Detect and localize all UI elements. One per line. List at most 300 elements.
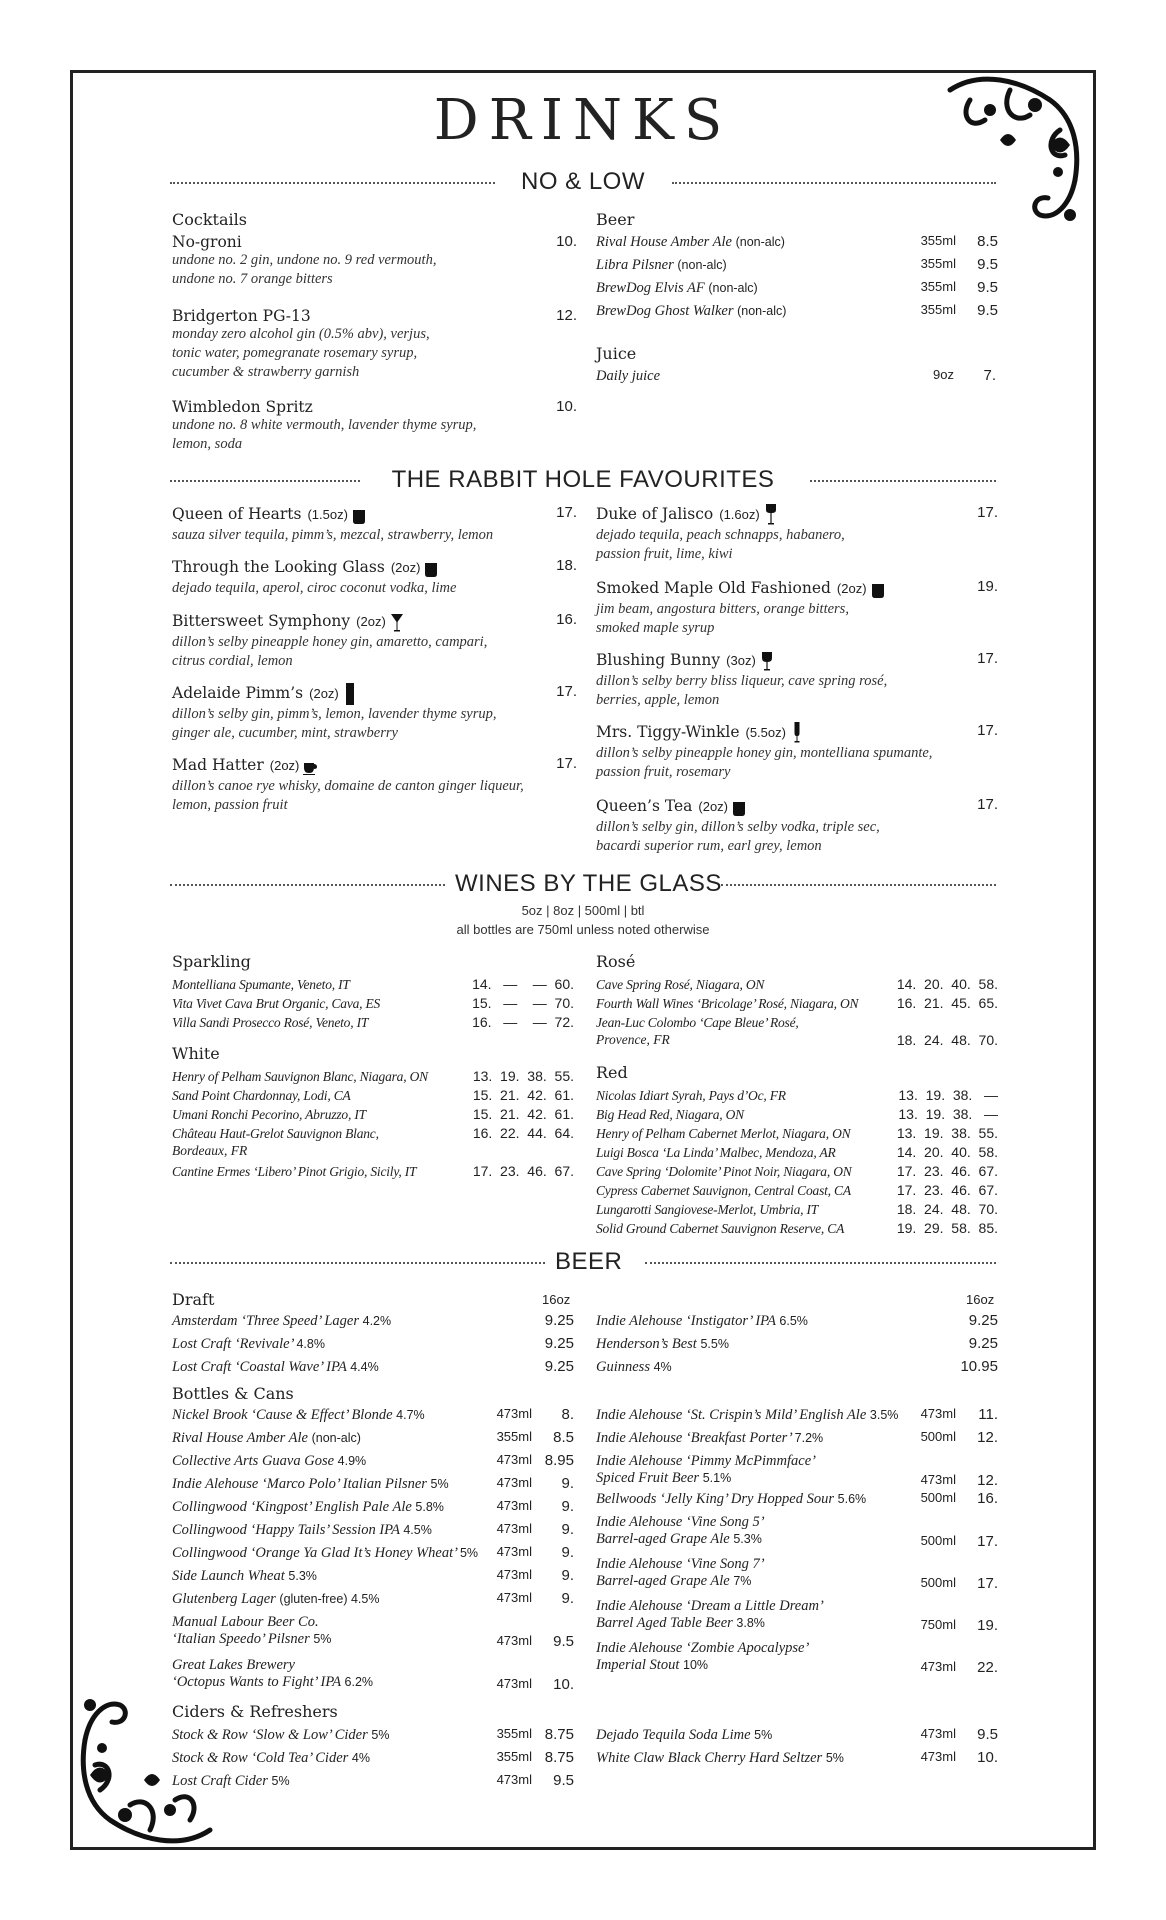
cocktail-item: [172, 755, 577, 815]
item-name: Cave Spring Rosé, Niagara, ON: [596, 977, 765, 992]
item-price: 8.: [561, 1406, 574, 1423]
item-name: White Claw Black Cherry Hard Seltzer 5%: [596, 1750, 844, 1766]
cocktail-item: [172, 307, 577, 382]
item-volume: 473ml: [920, 1406, 956, 1421]
item-price: 10.: [977, 1749, 998, 1766]
item-pour: (3oz): [726, 653, 756, 668]
item-tag: (non-alc): [735, 235, 785, 249]
item-name: Bridgerton PG-13: [172, 307, 311, 325]
item-pour: (2oz): [836, 581, 867, 596]
beer-row: [172, 1429, 574, 1449]
item-price: 17.: [556, 755, 577, 772]
item-price: 17.: [977, 504, 998, 521]
item-volume: 473ml: [496, 1475, 532, 1490]
item-name-line2: Bordeaux, FR: [172, 1143, 248, 1158]
item-name: Montelliana Spumante, Veneto, IT: [172, 977, 350, 992]
item-name: Henderson’s Best 5.5%: [596, 1336, 729, 1352]
item-abv: 4%: [653, 1360, 672, 1374]
item-name: Fourth Wall Wines ‘Bricolage’ Rosé, Niagara, ON: [596, 996, 859, 1011]
rocks-glass-icon: [352, 504, 366, 526]
item-price: 9.25: [968, 1335, 998, 1352]
item-prices: 15. 21. 42. 61.: [472, 1106, 574, 1122]
item-abv: 5.3%: [288, 1569, 317, 1583]
item-volume: 473ml: [496, 1676, 532, 1691]
beer-row: [172, 1772, 574, 1792]
item-description: citrus cordial, lemon: [172, 653, 293, 669]
item-price: 7.: [983, 367, 996, 384]
cocktail-item: [596, 504, 998, 564]
item-prices: 17. 23. 46. 67.: [896, 1163, 998, 1179]
item-name: Cave Spring ‘Dolomite’ Pinot Noir, Niagara, ON: [596, 1164, 852, 1179]
item-name: Amsterdam ‘Three Speed’ Lager 4.2%: [172, 1313, 392, 1329]
item-name: Cantine Ermes ‘Libero’ Pinot Grigio, Sicily, IT: [172, 1164, 417, 1179]
item-abv: 10%: [683, 1658, 709, 1672]
item-price: 17.: [977, 1533, 998, 1550]
item-price: 11.: [978, 1406, 998, 1423]
item-prices: 15. — — 70.: [472, 995, 574, 1011]
category-label: Ciders & Refreshers: [172, 1702, 338, 1721]
item-price: 9.: [561, 1498, 574, 1515]
wine-row: [172, 976, 574, 996]
wine-row: [596, 1163, 998, 1183]
wine-row: [596, 976, 998, 996]
item-price: 17.: [977, 722, 998, 739]
item-name: Mad Hatter (2oz): [172, 755, 577, 777]
item-name: Guinness 4%: [596, 1359, 672, 1375]
section-no-low-header: [170, 168, 996, 196]
item-volume: 473ml: [496, 1633, 532, 1648]
item-name: Queen of Hearts (1.5oz): [172, 504, 577, 526]
item-price: 10.: [556, 233, 577, 250]
item-description: passion fruit, rosemary: [596, 764, 731, 780]
item-abv: 5.1%: [702, 1471, 732, 1485]
item-price: 10.: [556, 398, 577, 415]
beer-row: [596, 1597, 998, 1637]
item-abv: 6.5%: [779, 1314, 808, 1328]
section-title: THE RABBIT HOLE FAVOURITES: [391, 466, 775, 493]
item-volume: 355ml: [496, 1726, 532, 1741]
category-label: Cocktails: [172, 210, 247, 229]
item-abv: 5%: [430, 1477, 449, 1491]
item-price: 17.: [556, 504, 577, 521]
item-price: 16.: [977, 1490, 998, 1507]
rocks-glass-icon: [732, 796, 746, 818]
item-description: dillon’s selby pineapple honey gin, amaretto, campari,: [172, 634, 488, 650]
item-name: Nicolas Idiart Syrah, Pays d’Oc, FR: [596, 1088, 786, 1103]
item-name: Mrs. Tiggy-Winkle (5.5oz): [596, 722, 998, 744]
item-volume: 473ml: [496, 1406, 532, 1421]
item-description: ginger ale, cucumber, mint, strawberry: [172, 725, 398, 741]
item-price: 16.: [556, 611, 577, 628]
item-name: Solid Ground Cabernet Sauvignon Reserve, CA: [596, 1221, 845, 1236]
item-name: Indie Alehouse ‘Pimmy McPimmface’: [596, 1453, 816, 1469]
item-price: 9.25: [544, 1312, 574, 1329]
item-name-line2: Provence, FR: [596, 1032, 670, 1047]
section-title: WINES BY THE GLASS: [455, 870, 722, 897]
item-volume: 355ml: [920, 302, 956, 317]
item-volume: 473ml: [920, 1659, 956, 1674]
item-tag: (non-alc): [737, 304, 787, 318]
wine-row: [172, 1014, 574, 1034]
item-description: smoked maple syrup: [596, 620, 715, 636]
section-beer-header: [170, 1248, 996, 1276]
item-name: Glutenberg Lager (gluten-free) 4.5%: [172, 1591, 380, 1607]
item-prices: 14. 20. 40. 58.: [896, 1144, 998, 1160]
flute-glass-icon: [790, 722, 804, 744]
wine-row: [172, 1087, 574, 1107]
beer-row: [172, 1406, 574, 1426]
item-price: 17.: [977, 1575, 998, 1592]
beer-row: [596, 279, 998, 299]
beer-row: [596, 1749, 998, 1769]
item-price: 10.: [553, 1676, 574, 1693]
wine-bottle-note: all bottles are 750ml unless noted otherwise: [456, 922, 710, 937]
item-name: Indie Alehouse ‘Vine Song 5’: [596, 1514, 765, 1530]
cocktail-item: [596, 650, 998, 710]
item-name: Stock & Row ‘Cold Tea’ Cider 4%: [172, 1750, 370, 1766]
item-abv: 4.8%: [296, 1337, 325, 1351]
beer-row: [172, 1726, 574, 1746]
item-price: 18.: [556, 557, 577, 574]
cocktail-item: [596, 578, 998, 638]
item-volume: 473ml: [920, 1726, 956, 1741]
item-pour: (2oz): [269, 758, 300, 773]
item-name: Adelaide Pimm’s (2oz): [172, 683, 577, 705]
item-prices: 14. 20. 40. 58.: [896, 976, 998, 992]
item-volume: 355ml: [920, 279, 956, 294]
beer-row: [596, 1639, 998, 1679]
item-volume: 355ml: [496, 1429, 532, 1444]
wine-row: [596, 1014, 998, 1052]
item-name: Indie Alehouse ‘Zombie Apocalypse’: [596, 1640, 810, 1656]
wine-row: [172, 1163, 574, 1183]
item-price: 8.75: [544, 1726, 574, 1743]
item-abv: (non-alc): [311, 1431, 361, 1445]
item-abv: 5%: [754, 1728, 773, 1742]
item-name: Great Lakes Brewery: [172, 1657, 295, 1673]
item-description: monday zero alcohol gin (0.5% abv), verjus,: [172, 326, 430, 342]
section-title: BEER: [555, 1248, 623, 1275]
item-prices: 18. 24. 48. 70.: [896, 1201, 998, 1217]
item-abv: 5%: [313, 1632, 332, 1646]
item-name: Daily juice: [596, 368, 661, 384]
beer-row: [596, 256, 998, 276]
item-prices: 13. 19. 38. 55.: [472, 1068, 574, 1084]
cocktail-item: [172, 557, 577, 598]
item-prices: 15. 21. 42. 61.: [472, 1087, 574, 1103]
item-abv: 5.6%: [837, 1492, 867, 1506]
item-price: 9.25: [968, 1312, 998, 1329]
beer-row: [172, 1656, 574, 1696]
wine-row: [596, 1106, 998, 1126]
item-name-line2: Barrel Aged Table Beer 3.8%: [596, 1615, 765, 1631]
item-name: Indie Alehouse ‘Dream a Little Dream’: [596, 1598, 824, 1614]
item-name: No-groni: [172, 233, 242, 251]
size-label: 16oz: [542, 1292, 571, 1307]
beer-row: [172, 1358, 574, 1378]
item-volume: 473ml: [496, 1452, 532, 1467]
item-description: undone no. 8 white vermouth, lavender thyme syrup,: [172, 417, 477, 433]
beer-row: [172, 1498, 574, 1518]
item-description: dillon’s selby pineapple honey gin, montelliana spumante,: [596, 745, 933, 761]
beer-row: [596, 1490, 998, 1510]
item-price: 9.25: [544, 1335, 574, 1352]
item-description: dillon’s selby gin, dillon’s selby vodka, triple sec,: [596, 819, 880, 835]
item-abv: 5%: [825, 1751, 844, 1765]
item-name: Collective Arts Guava Gose 4.9%: [172, 1453, 367, 1469]
item-price: 8.5: [977, 233, 998, 250]
beer-row: [172, 1452, 574, 1472]
item-price: 12.: [977, 1429, 998, 1446]
category-label: Beer: [596, 210, 635, 229]
item-price: 10.95: [960, 1358, 998, 1375]
item-volume: 473ml: [920, 1749, 956, 1764]
item-name-line2: Barrel-aged Grape Ale 7%: [596, 1573, 752, 1589]
item-pour: (2oz): [309, 686, 339, 701]
beer-row: [172, 1475, 574, 1495]
item-volume: 473ml: [920, 1472, 956, 1487]
item-name: Rival House Amber Ale (non-alc): [172, 1430, 361, 1446]
item-abv: 5.8%: [415, 1500, 444, 1514]
item-abv: 5%: [459, 1546, 479, 1560]
item-abv: 3.5%: [869, 1408, 899, 1422]
item-price: 9.: [561, 1521, 574, 1538]
item-name: Libra Pilsner (non-alc): [596, 257, 727, 273]
item-name: Lost Craft ‘Coastal Wave’ IPA 4.4%: [172, 1359, 379, 1375]
item-name: Lost Craft Cider 5%: [172, 1773, 290, 1789]
item-name: Château Haut-Grelot Sauvignon Blanc,: [172, 1126, 379, 1141]
item-pour: (2oz): [390, 560, 421, 575]
beer-row: [596, 1335, 998, 1355]
item-name: Lost Craft ‘Revivale’ 4.8%: [172, 1336, 325, 1352]
item-price: 9.: [561, 1567, 574, 1584]
wine-row: [172, 995, 574, 1015]
item-name: Indie Alehouse ‘St. Crispin’s Mild’ English Ale 3.5%: [596, 1407, 899, 1423]
item-description: dillon’s selby berry bliss liqueur, cave spring rosé,: [596, 673, 888, 689]
item-description: sauza silver tequila, pimm’s, mezcal, strawberry, lemon: [172, 527, 494, 543]
item-name: Umani Ronchi Pecorino, Abruzzo, IT: [172, 1107, 366, 1122]
item-name: Vita Vivet Cava Brut Organic, Cava, ES: [172, 996, 381, 1011]
item-name: Manual Labour Beer Co.: [172, 1614, 319, 1630]
item-prices: 17. 23. 46. 67.: [472, 1163, 574, 1179]
item-volume: 473ml: [496, 1567, 532, 1582]
beer-row: [172, 1312, 574, 1332]
item-price: 9.5: [553, 1633, 574, 1650]
item-abv: 4.2%: [362, 1314, 392, 1328]
item-abv: 4%: [351, 1751, 370, 1765]
coupe-glass-icon: [764, 504, 778, 526]
category-label: Rosé: [596, 952, 636, 971]
item-name-line2: Barrel-aged Grape Ale 5.3%: [596, 1531, 762, 1547]
item-description: cucumber & strawberry garnish: [172, 364, 360, 380]
item-price: 9.: [561, 1590, 574, 1607]
beer-row: [172, 1335, 574, 1355]
item-price: 9.5: [977, 279, 998, 296]
wine-row: [172, 1068, 574, 1088]
item-description: passion fruit, lime, kiwi: [596, 546, 733, 562]
menu-title: DRINKS: [433, 88, 733, 153]
item-price: 9.25: [544, 1358, 574, 1375]
martini-glass-icon: [390, 611, 404, 633]
category-label: Bottles & Cans: [172, 1384, 294, 1403]
item-price: 9.: [561, 1544, 574, 1561]
item-prices: 13. 19. 38. 55.: [896, 1125, 998, 1141]
item-name: Henry of Pelham Cabernet Merlot, Niagara, ON: [596, 1126, 851, 1141]
item-prices: 17. 23. 46. 67.: [896, 1182, 998, 1198]
nolow-cocktails: [172, 210, 572, 229]
item-volume: 500ml: [920, 1490, 956, 1505]
item-prices: 14. — — 60.: [472, 976, 574, 992]
rocks-glass-icon: [871, 578, 885, 600]
item-volume: 473ml: [496, 1772, 532, 1787]
juice-row: [596, 367, 996, 387]
item-description: dejado tequila, aperol, ciroc coconut vodka, lime: [172, 580, 457, 596]
item-volume: 473ml: [496, 1590, 532, 1605]
item-description: dillon’s canoe rye whisky, domaine de canton ginger liqueur,: [172, 778, 524, 794]
item-volume: 500ml: [920, 1575, 956, 1590]
item-price: 12.: [977, 1472, 998, 1489]
item-name: Bellwoods ‘Jelly King’ Dry Hopped Sour 5.6%: [596, 1491, 867, 1507]
item-name: Smoked Maple Old Fashioned (2oz): [596, 578, 998, 600]
beer-row: [596, 1513, 998, 1553]
item-pour: (2oz): [356, 614, 386, 629]
item-name: Nickel Brook ‘Cause & Effect’ Blonde 4.7%: [172, 1407, 425, 1423]
wine-row: [596, 1182, 998, 1202]
item-volume: 9oz: [933, 367, 954, 382]
item-price: 17.: [977, 650, 998, 667]
nolow-juice-header: [596, 344, 636, 363]
cocktail-item: [596, 796, 998, 856]
item-abv: 4.4%: [350, 1360, 379, 1374]
item-price: 22.: [977, 1659, 998, 1676]
cocktail-item: [172, 233, 577, 289]
item-description: undone no. 2 gin, undone no. 9 red vermouth,: [172, 252, 437, 268]
section-title: NO & LOW: [520, 168, 645, 195]
item-description: jim beam, angostura bitters, orange bitters,: [596, 601, 849, 617]
item-name: Cypress Cabernet Sauvignon, Central Coast, CA: [596, 1183, 851, 1198]
item-name-line2: ‘Octopus Wants to Fight’ IPA 6.2%: [172, 1674, 374, 1690]
wine-sizes: 5oz | 8oz | 500ml | btl: [521, 903, 645, 918]
wine-row: [596, 1201, 998, 1221]
teacup-glass-icon: [303, 755, 317, 777]
item-name: Collingwood ‘Happy Tails’ Session IPA 4.5%: [172, 1522, 432, 1538]
item-abv: 5%: [271, 1774, 290, 1788]
item-name-line2: Spiced Fruit Beer 5.1%: [596, 1470, 732, 1486]
item-name: Jean-Luc Colombo ‘Cape Bleue’ Rosé,: [596, 1015, 799, 1030]
category-label: Draft: [172, 1290, 215, 1309]
wine-row: [596, 1087, 998, 1107]
beer-row: [172, 1590, 574, 1610]
item-abv: 5.5%: [700, 1337, 729, 1351]
cocktail-item: [596, 722, 998, 782]
item-volume: 355ml: [920, 233, 956, 248]
item-name: Big Head Red, Niagara, ON: [596, 1107, 744, 1122]
section-wines-header: [170, 870, 996, 898]
item-prices: 13. 19. 38. —: [898, 1106, 998, 1122]
item-name: Indie Alehouse ‘Vine Song 7’: [596, 1556, 765, 1572]
beer-row: [596, 302, 998, 322]
item-name: Villa Sandi Prosecco Rosé, Veneto, IT: [172, 1015, 369, 1030]
item-price: 8.95: [544, 1452, 574, 1469]
wine-row: [596, 1125, 998, 1145]
item-description: bacardi superior rum, earl grey, lemon: [596, 838, 822, 854]
category-label: Juice: [596, 344, 637, 363]
beer-row: [596, 1429, 998, 1449]
beer-row: [172, 1521, 574, 1541]
item-prices: 16. 21. 45. 65.: [896, 995, 998, 1011]
item-description: dillon’s selby gin, pimm’s, lemon, lavender thyme syrup,: [172, 706, 497, 722]
beer-row: [172, 1544, 574, 1564]
item-description: dejado tequila, peach schnapps, habanero,: [596, 527, 845, 543]
item-name: Queen’s Tea (2oz): [596, 796, 998, 818]
item-volume: 750ml: [920, 1617, 956, 1632]
item-price: 9.5: [553, 1772, 574, 1789]
wine-glass-icon: [760, 650, 774, 672]
item-name: Dejado Tequila Soda Lime 5%: [596, 1727, 773, 1743]
item-tag: (non-alc): [677, 258, 727, 272]
item-price: 17.: [977, 796, 998, 813]
beer-row: [596, 233, 998, 253]
item-price: 9.5: [977, 1726, 998, 1743]
category-label: Red: [596, 1063, 628, 1082]
size-label: 16oz: [966, 1292, 995, 1307]
item-description: undone no. 7 orange bitters: [172, 271, 333, 287]
item-name: Henry of Pelham Sauvignon Blanc, Niagara, ON: [172, 1069, 428, 1084]
item-abv: 7%: [733, 1574, 752, 1588]
cocktail-item: [172, 683, 577, 743]
item-price: 9.5: [977, 256, 998, 273]
item-abv: 7.2%: [794, 1431, 824, 1445]
collins-glass-icon: [343, 683, 357, 705]
wine-row: [172, 1125, 574, 1163]
item-prices: 18. 24. 48. 70.: [896, 1032, 998, 1048]
item-name: Indie Alehouse ‘Breakfast Porter’ 7.2%: [596, 1430, 824, 1446]
item-pour: (5.5oz): [745, 725, 786, 740]
category-label: White: [172, 1044, 220, 1063]
beer-row: [172, 1749, 574, 1769]
beer-row: [596, 1406, 998, 1426]
item-name: Collingwood ‘Orange Ya Glad It’s Honey Wheat’ 5%: [172, 1545, 479, 1561]
item-name: Luigi Bosca ‘La Linda’ Malbec, Mendoza, AR: [596, 1145, 836, 1160]
item-name: Blushing Bunny (3oz): [596, 650, 998, 672]
cocktail-item: [172, 398, 577, 454]
item-abv: 4.7%: [396, 1408, 425, 1422]
item-pour: (2oz): [698, 799, 729, 814]
wine-row: [596, 1144, 998, 1164]
item-description: tonic water, pomegranate rosemary syrup,: [172, 345, 418, 361]
item-price: 12.: [556, 307, 577, 324]
item-pour: (1.5oz): [307, 507, 348, 522]
item-name: Sand Point Chardonnay, Lodi, CA: [172, 1088, 351, 1103]
rocks-glass-icon: [424, 557, 438, 579]
item-price: 8.75: [544, 1749, 574, 1766]
item-volume: 473ml: [496, 1544, 532, 1559]
item-abv: 4.5%: [403, 1523, 432, 1537]
item-volume: 500ml: [920, 1429, 956, 1444]
item-abv: (gluten-free) 4.5%: [279, 1592, 380, 1606]
item-description: lemon, soda: [172, 436, 243, 452]
wine-row: [596, 1220, 998, 1240]
item-name: Wimbledon Spritz: [172, 398, 313, 416]
item-price: 19.: [977, 1617, 998, 1634]
item-price: 8.5: [553, 1429, 574, 1446]
item-prices: 19. 29. 58. 85.: [896, 1220, 998, 1236]
item-prices: 16. 22. 44. 64.: [472, 1125, 574, 1141]
beer-row: [172, 1613, 574, 1653]
item-prices: 16. — — 72.: [472, 1014, 574, 1030]
wine-row: [596, 995, 998, 1015]
cocktail-item: [172, 504, 577, 545]
